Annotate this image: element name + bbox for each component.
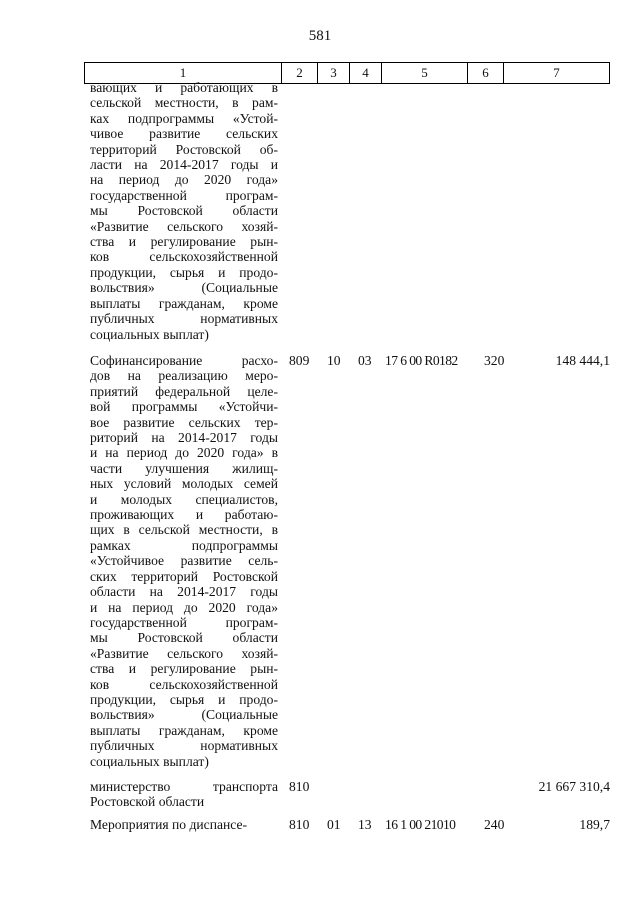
cell-col-5: 16 1 00 21010 [385, 817, 456, 832]
header-col-1: 1 [179, 65, 187, 80]
cell-col-7: 189,7 [579, 817, 610, 832]
description-line: чивое развитие сельских [90, 126, 278, 142]
description-line: государственной програм- [90, 614, 278, 630]
description-line: Софинансирование расхо- [90, 353, 278, 368]
cell-col-2: 810 [289, 817, 310, 832]
description-line: и молодых специалистов, [90, 491, 278, 507]
description-line: ства и регулирование рын- [90, 234, 278, 250]
description-line: «Развитие сельского хозяй- [90, 645, 278, 661]
row-description [90, 353, 278, 769]
description-line: ства и регулирование рын- [90, 661, 278, 677]
cell-col-4: 03 [358, 353, 372, 368]
description-line: публичных нормативных [90, 311, 278, 327]
description-line: мы Ростовской области [90, 203, 278, 219]
cell-col-6: 240 [484, 817, 505, 832]
description-line: ках подпрограммы «Устой- [90, 110, 278, 126]
description-line: щих в сельской местности, в [90, 522, 278, 538]
description-line: ных условий молодых семей [90, 476, 278, 492]
description-line: «Развитие сельского хозяй- [90, 218, 278, 234]
description-line: приятий федеральной целе- [90, 383, 278, 399]
description-line: дов на реализацию меро- [90, 368, 278, 384]
header-col-7: 7 [503, 63, 609, 83]
description-line: продукции, сырья и продо- [90, 264, 278, 280]
header-col-3: 3 [317, 63, 349, 83]
description-line: вольствия» (Социальные [90, 707, 278, 723]
description-line: ков сельскохозяйственной [90, 676, 278, 692]
header-col-5: 5 [381, 63, 467, 83]
description-line: социальных выплат) [90, 326, 209, 342]
header-col-4: 4 [349, 63, 381, 83]
description-line: рамках подпрограммы [90, 537, 278, 553]
description-line: продукции, сырья и продо- [90, 691, 278, 707]
description-line: публичных нормативных [90, 738, 278, 754]
description-line: территорий Ростовской об- [90, 141, 278, 157]
description-line: «Устойчивое развитие сель- [90, 553, 278, 569]
cell-col-6: 320 [484, 353, 505, 368]
cell-col-7: 148 444,1 [555, 353, 610, 368]
description-line: вой программы «Устойчи- [90, 399, 278, 415]
description-line: министерство транспорта [90, 779, 278, 794]
description-line: и на период до 2020 года» [90, 599, 278, 615]
description-line: вающих и работающих в [90, 80, 278, 95]
row-description [90, 817, 278, 832]
row-description [90, 80, 278, 342]
description-line: части улучшения жилищ- [90, 460, 278, 476]
description-line: ков сельскохозяйственной [90, 249, 278, 265]
description-line: области на 2014-2017 годы [90, 584, 278, 600]
description-line: выплаты гражданам, кроме [90, 295, 278, 311]
cell-col-4: 13 [358, 817, 372, 832]
description-line: сельской местности, в рам- [90, 95, 278, 111]
description-line: Ростовской области [90, 794, 205, 810]
description-line: социальных выплат) [90, 753, 209, 769]
description-line: ласти на 2014-2017 годы и [90, 157, 278, 173]
cell-col-2: 809 [289, 353, 310, 368]
description-line: ских территорий Ростовской [90, 568, 278, 584]
description-line: проживающих и работаю- [90, 507, 278, 523]
header-col-6: 6 [467, 63, 503, 83]
description-line: выплаты гражданам, кроме [90, 722, 278, 738]
description-line: мы Ростовской области [90, 630, 278, 646]
page-number: 581 [308, 28, 332, 44]
description-line: вое развитие сельских тер- [90, 414, 278, 430]
description-line: государственной програм- [90, 187, 278, 203]
cell-col-5: 17 6 00 R0182 [385, 353, 458, 368]
description-line: вольствия» (Социальные [90, 280, 278, 296]
header-col-2: 2 [281, 63, 317, 83]
description-line: риторий на 2014-2017 годы [90, 430, 278, 446]
cell-col-2: 810 [289, 779, 310, 794]
description-line: Мероприятия по диспансе- [90, 817, 248, 832]
cell-col-7: 21 667 310,4 [538, 779, 610, 794]
row-description [90, 779, 278, 810]
description-line: и на период до 2020 года» в [90, 445, 278, 461]
description-line: на период до 2020 года» [90, 172, 278, 188]
cell-col-3: 01 [327, 817, 341, 832]
cell-col-3: 10 [327, 353, 341, 368]
